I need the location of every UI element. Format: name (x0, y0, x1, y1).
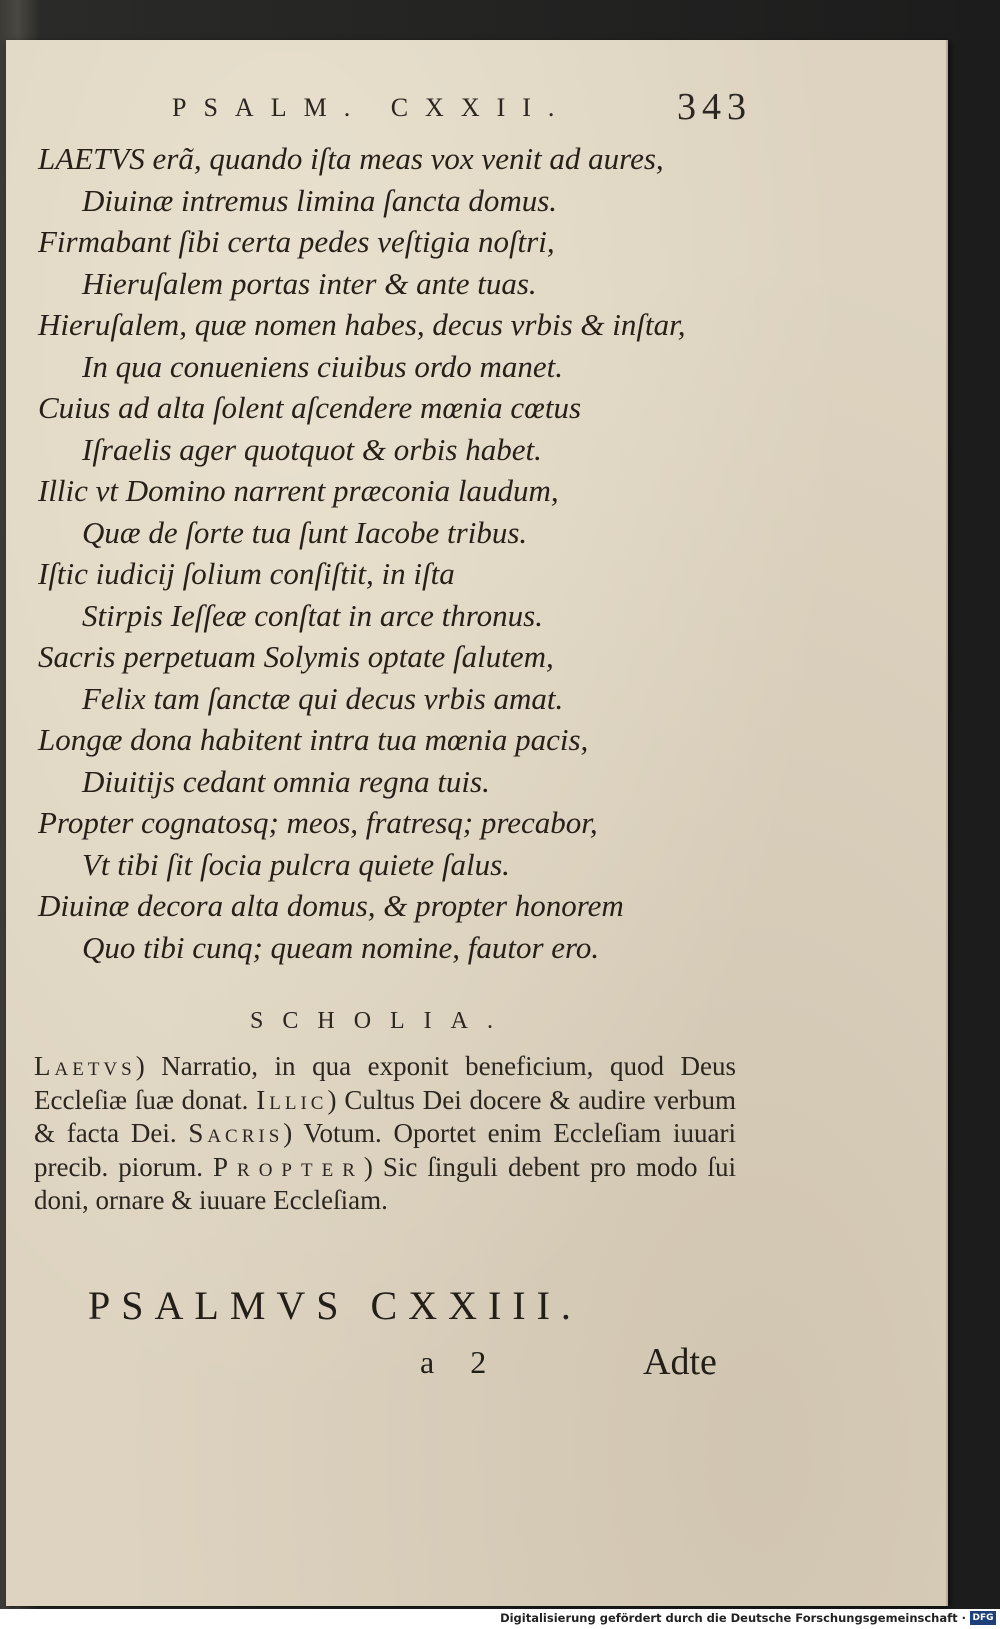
verse-line: Iſraelis ager quotquot & orbis habet. (82, 431, 542, 467)
verse-line: Diuinæ decora alta domus, & propter honorem (38, 888, 624, 923)
scholia-text-4: ) Sic ſinguli debent pro modo ſui doni, ornare & iuuare Eccleſiam. (34, 1151, 736, 1215)
verse-line: Illic vt Domino narrent præconia laudum, (38, 473, 559, 508)
scholia-text-2: ) Cultus Dei docere & audire verbum & facta Dei. (34, 1084, 736, 1148)
verse-line: Hieruſalem portas inter & ante tuas. (82, 265, 537, 301)
dfg-logo: DFG (970, 1611, 996, 1625)
page-number: 343 (677, 86, 752, 128)
verse-line: Propter cognatosq; meos, fratresq; precabor, (38, 805, 598, 840)
verse-line: Iſtic iudicij ſolium conſiſtit, in iſta (38, 556, 455, 591)
verse-line: Stirpis Ieſſeæ conſtat in arce thronus. (82, 597, 543, 633)
scholia-paragraph (34, 1050, 736, 1218)
signature-mark: a 2 (420, 1344, 501, 1380)
verse-line: Sacris perpetuam Solymis optate ſalutem, (38, 639, 554, 674)
scholia-keyword-propter: Propter (213, 1151, 364, 1182)
verse-line: Diuitijs cedant omnia regna tuis. (82, 763, 490, 799)
psalm-verse-block (38, 138, 758, 968)
scholia-keyword-sacris: Sacris (188, 1118, 284, 1148)
scholia-keyword-illic: Illic (256, 1084, 328, 1115)
verse-line: Diuinæ intremus limina ſancta domus. (82, 182, 558, 218)
scholia-text-1: ) Narratio, in qua exponit beneficium, quod Deus Eccleſiæ ſuæ donat. (34, 1051, 736, 1115)
scholia-text-3: ) Votum. Oportet enim Eccleſiam iuuari precib. piorum. (34, 1118, 736, 1182)
next-psalm-title: PSALMVS CXXIII. (88, 1283, 582, 1328)
page-header (172, 85, 752, 133)
verse-line: In qua conueniens ciuibus ordo manet. (82, 348, 563, 384)
digitization-credit: Digitalisierung gefördert durch die Deutsche Forschungsgemeinschaft · (500, 1611, 966, 1625)
catchword: Adte (643, 1341, 717, 1383)
scholia-keyword-laetus: Laetvs (34, 1051, 136, 1081)
verse-line: Quo tibi cunq; queam nomine, fautor ero. (82, 929, 600, 965)
verse-line: Cuius ad alta ſolent aſcendere mœnia cœtus (38, 390, 582, 425)
verse-line: Hieruſalem, quæ nomen habes, decus vrbis & inſtar, (38, 307, 686, 342)
verse-line: LAETVS erã, quando iſta meas vox venit ad aures, (38, 141, 664, 176)
verse-line: Vt tibi ſit ſocia pulcra quiete ſalus. (82, 846, 510, 882)
scholia-heading: SCHOLIA. (250, 1008, 513, 1034)
verse-line: Felix tam ſanctæ qui decus vrbis amat. (82, 680, 564, 716)
running-head: PSALM. CXXII. (172, 93, 572, 122)
verse-line: Quæ de ſorte tua ſunt Iacobe tribus. (82, 514, 528, 550)
verse-line: Firmabant ſibi certa pedes veſtigia noſtri, (38, 224, 555, 259)
verse-line: Longæ dona habitent intra tua mœnia pacis, (38, 722, 589, 757)
